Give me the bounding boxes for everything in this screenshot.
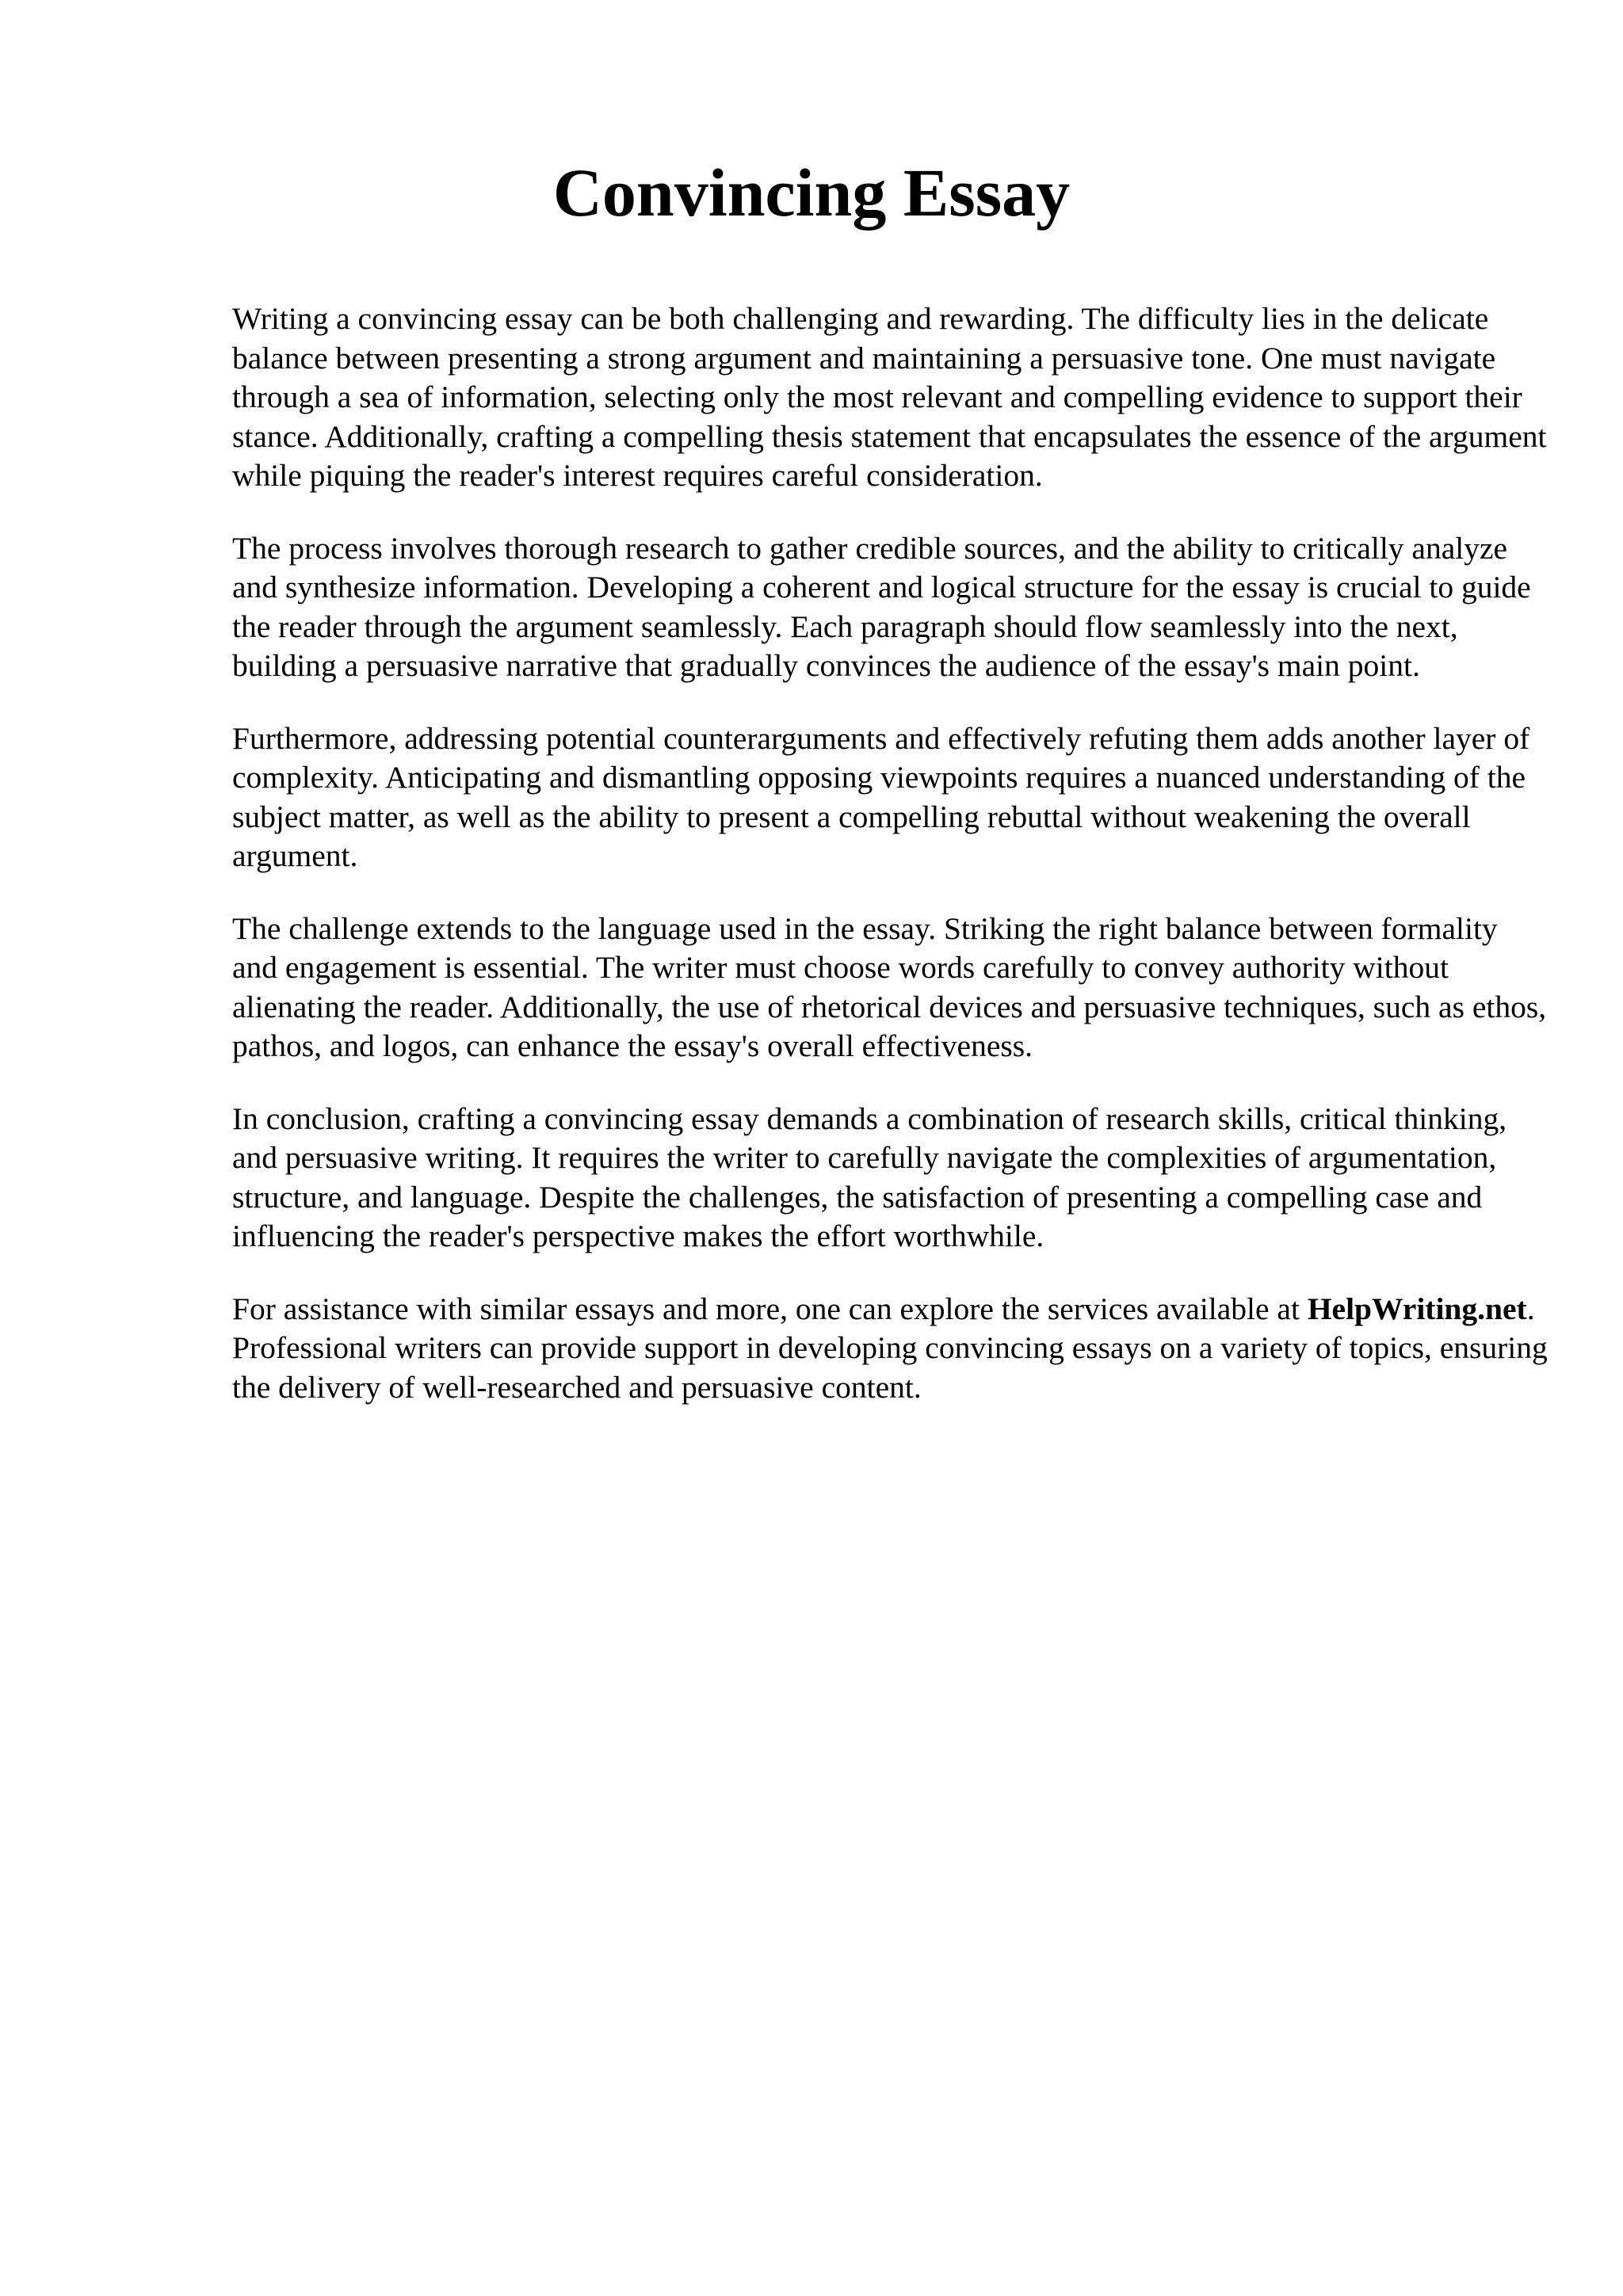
closing-text-after-link: . Professional writers can provide support in developing convincing essays on a variety of topics, ensuring the delivery of well-researched and persuasive content. [232,1291,1548,1405]
essay-body [232,299,1548,1440]
page-title: Convincing Essay [552,154,1071,231]
paragraph-5: In conclusion, crafting a convincing essay demands a combination of research skills, critical thinking, and persuasive writing. It requires the writer to carefully navigate the complexities of argumentation, structure, and language. Despite the challenges, the satisfaction of presenting a compelling case and influencing the reader's perspective makes the effort worthwhile. [232,1100,1507,1253]
paragraph-4: The challenge extends to the language used in the essay. Striking the right balance between formality and engagement is essential. The writer must choose words carefully to convey authority without alienating the reader. Additionally, the use of rhetorical devices and persuasive techniques, such as ethos, pathos, and logos, can enhance the essay's overall effectiveness. [232,910,1547,1063]
helpwriting-link[interactable]: HelpWriting.net [1307,1291,1527,1326]
paragraph-1: Writing a convincing essay can be both challenging and rewarding. The difficulty lies in the delicate balance between presenting a strong argument and maintaining a persuasive tone. One must navigate through a sea of information, selecting only the most relevant and compelling evidence to support their stance. Additionally, crafting a compelling thesis statement that encapsulates the essence of the argument while piquing the reader's interest requires careful consideration. [232,301,1547,493]
paragraph-3: Furthermore, addressing potential counterarguments and effectively refuting them adds another layer of complexity. Anticipating and dismantling opposing viewpoints requires a nuanced understanding of the subject matter, as well as the ability to present a compelling rebuttal without weakening the overall argument. [232,720,1530,873]
closing-text-before-link: For assistance with similar essays and more, one can explore the services available at [232,1291,1308,1326]
closing-paragraph [232,1290,1548,1408]
paragraph-2: The process involves thorough research to gather credible sources, and the ability to critically analyze and synthesize information. Developing a coherent and logical structure for the essay is crucial to guide the reader through the argument seamlessly. Each paragraph should flow seamlessly into the next, building a persuasive narrative that gradually convinces the audience of the essay's main point. [232,530,1531,683]
